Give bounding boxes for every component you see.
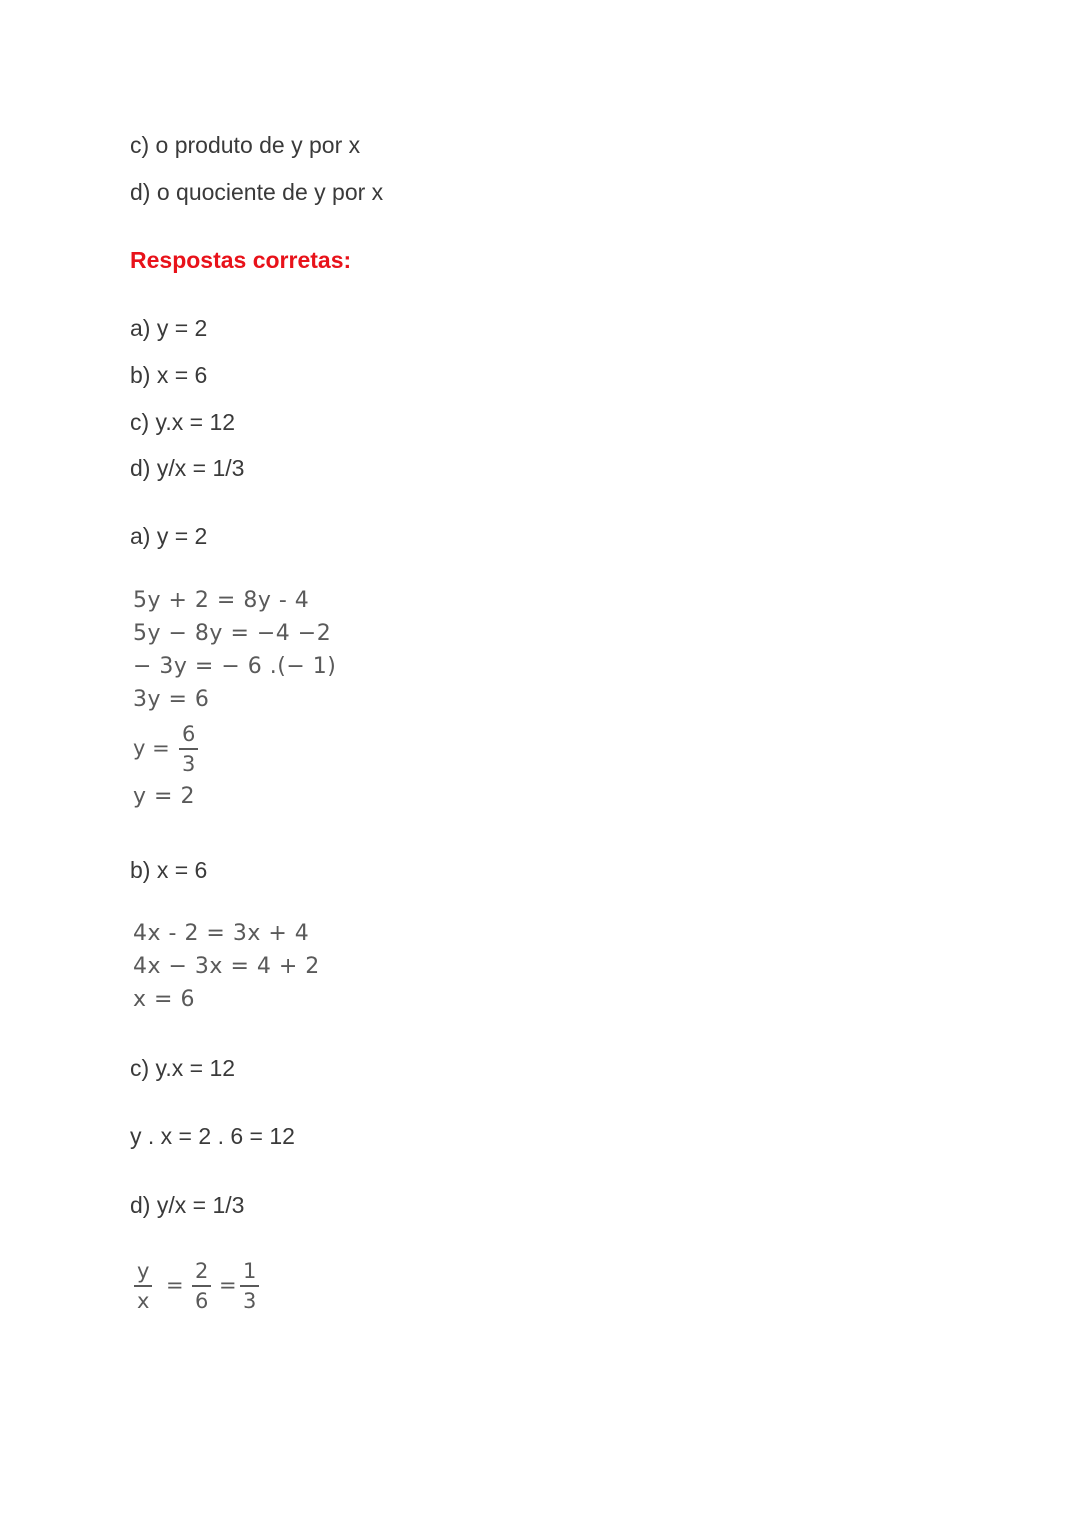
solution-c-title: c) y.x = 12	[130, 1055, 236, 1081]
answer-d: d) y/x = 1/3	[130, 455, 245, 481]
fraction-denominator: 3	[182, 751, 196, 776]
equals-sign-1: =	[166, 1273, 184, 1297]
solution-b-title: b) x = 6	[130, 857, 208, 883]
solution-d-fraction-1-3	[240, 1258, 259, 1314]
solution-b-step-1: 4x - 2 = 3x + 4	[133, 921, 310, 946]
solution-a-step-1: 5y + 2 = 8y - 4	[133, 588, 310, 613]
solution-a-fraction	[179, 721, 198, 777]
fraction-denominator: x	[137, 1288, 150, 1313]
solution-b-step-2: 4x − 3x = 4 + 2	[133, 954, 320, 979]
solution-a-step-3: − 3y = − 6 .(− 1)	[133, 654, 337, 679]
answers-heading: Respostas corretas:	[130, 247, 352, 273]
option-d: d) o quociente de y por x	[130, 179, 384, 205]
solution-a-step-2: 5y − 8y = −4 −2	[133, 621, 332, 646]
fraction-numerator: 1	[243, 1259, 257, 1283]
solution-a-title: a) y = 2	[130, 523, 208, 549]
solution-d-title: d) y/x = 1/3	[130, 1192, 245, 1218]
equals-sign-2: =	[219, 1273, 237, 1297]
solution-c-calc: y . x = 2 . 6 = 12	[130, 1123, 295, 1149]
fraction-bar	[134, 1285, 152, 1287]
fraction-numerator: y	[137, 1259, 150, 1283]
fraction-numerator: 2	[195, 1259, 209, 1283]
solution-d-fraction-y-x	[134, 1258, 152, 1314]
fraction-bar	[240, 1285, 259, 1287]
fraction-numerator: 6	[182, 722, 196, 746]
solution-a-step-4: 3y = 6	[133, 687, 210, 712]
answer-a: a) y = 2	[130, 315, 208, 341]
solution-d-fraction-2-6	[192, 1258, 211, 1314]
solution-a-fraction-lhs: y =	[133, 736, 170, 760]
fraction-denominator: 6	[195, 1288, 209, 1313]
answer-b: b) x = 6	[130, 362, 208, 388]
fraction-denominator: 3	[243, 1288, 257, 1313]
solution-b-step-3: x = 6	[133, 987, 195, 1012]
answer-c: c) y.x = 12	[130, 409, 236, 435]
fraction-bar	[192, 1285, 211, 1287]
option-c: c) o produto de y por x	[130, 132, 361, 158]
fraction-bar	[179, 748, 198, 750]
solution-a-final: y = 2	[133, 784, 195, 809]
